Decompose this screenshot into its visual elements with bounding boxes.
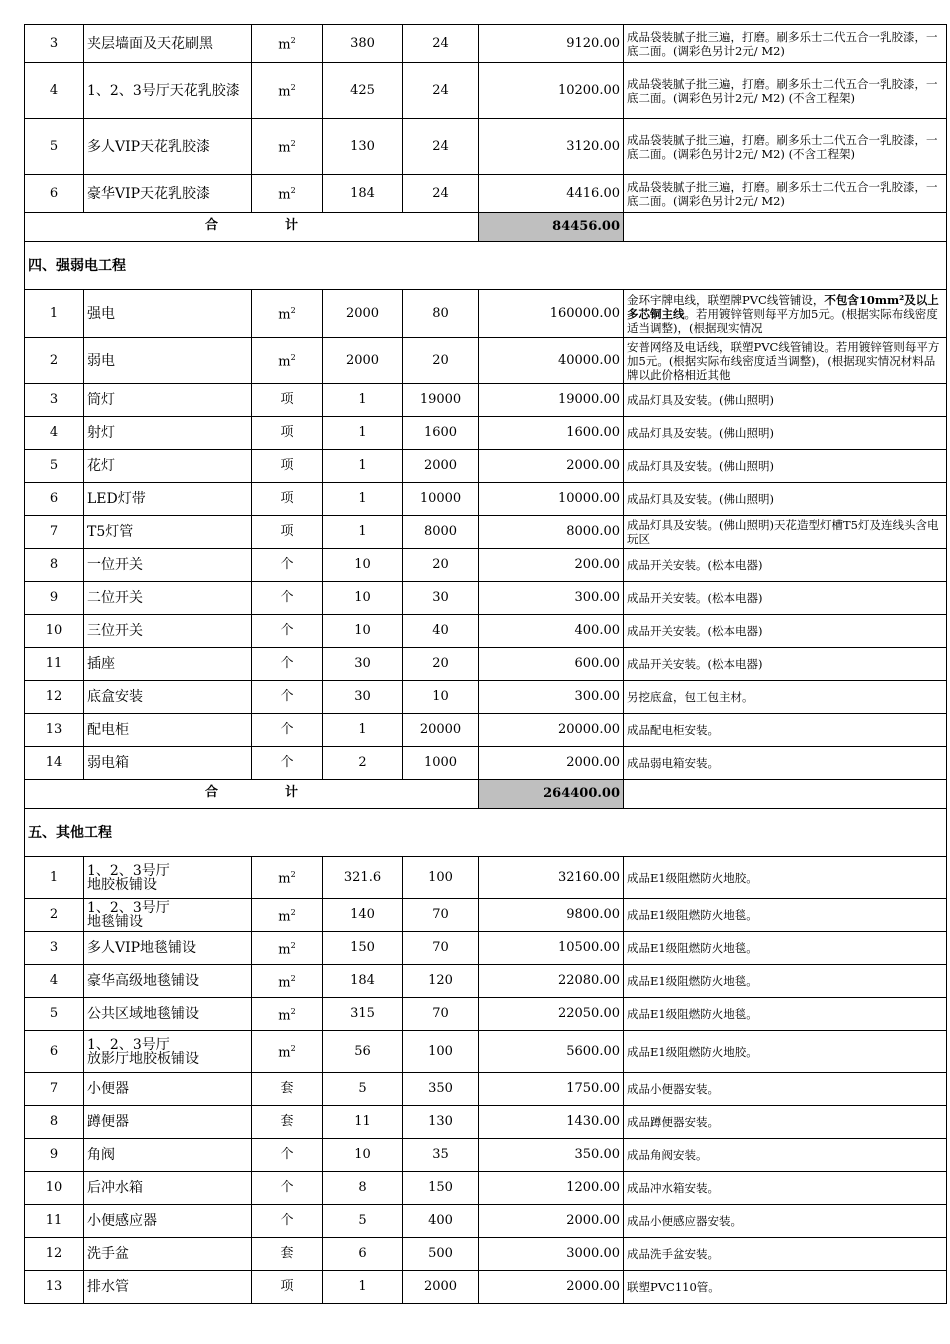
quantity: 5	[323, 1205, 403, 1238]
row-number: 4	[25, 63, 84, 119]
row-number: 2	[25, 338, 84, 384]
quantity: 10	[323, 615, 403, 648]
table-row	[25, 119, 947, 175]
unit-superscript: 2	[290, 1044, 296, 1054]
table-row	[25, 25, 947, 63]
quantity: 321.6	[323, 857, 403, 899]
amount: 350.00	[479, 1139, 624, 1172]
unit-price: 70	[403, 899, 479, 932]
unit-price: 8000	[403, 516, 479, 549]
row-number: 6	[25, 1031, 84, 1073]
unit: 个	[252, 648, 323, 681]
item-name: 1、2、3号厅 地胶板铺设	[84, 857, 252, 899]
remark: 成品E1级阻燃防火地毯。	[624, 899, 947, 932]
unit-superscript: 2	[290, 306, 296, 316]
unit: 项	[252, 384, 323, 417]
item-name: LED灯带	[84, 483, 252, 516]
row-number: 7	[25, 516, 84, 549]
unit-price: 80	[403, 290, 479, 338]
unit: 个	[252, 582, 323, 615]
unit: $m^2$	[252, 175, 323, 213]
quantity: 2000	[323, 290, 403, 338]
quantity: 30	[323, 681, 403, 714]
amount: 300.00	[479, 681, 624, 714]
amount: 2000.00	[479, 1205, 624, 1238]
row-number: 10	[25, 1172, 84, 1205]
quantity: 315	[323, 998, 403, 1031]
unit: 套	[252, 1106, 323, 1139]
table-row	[25, 175, 947, 213]
amount: 10500.00	[479, 932, 624, 965]
unit: 个	[252, 549, 323, 582]
subtotal-label-ji: 计	[285, 218, 299, 233]
quantity: 1	[323, 483, 403, 516]
item-name: 1、2、3号厅天花乳胶漆	[84, 63, 252, 119]
remark: 成品灯具及安装。(佛山照明)	[624, 450, 947, 483]
row-number: 10	[25, 615, 84, 648]
table-row	[25, 516, 947, 549]
table-row	[25, 998, 947, 1031]
subtotal-remark	[624, 213, 947, 242]
remark: 成品小便器安装。	[624, 1073, 947, 1106]
unit-price: 70	[403, 932, 479, 965]
unit-price: 24	[403, 175, 479, 213]
remark: 成品E1级阻燃防火地毯。	[624, 965, 947, 998]
unit-price: 100	[403, 857, 479, 899]
table-row	[25, 549, 947, 582]
item-name: 配电柜	[84, 714, 252, 747]
unit-price: 10	[403, 681, 479, 714]
section-header-row	[25, 809, 947, 857]
quantity: 380	[323, 25, 403, 63]
amount: 600.00	[479, 648, 624, 681]
item-name: 蹲便器	[84, 1106, 252, 1139]
remark: 成品E1级阻燃防火地毯。	[624, 998, 947, 1031]
table-row	[25, 899, 947, 932]
amount: 22050.00	[479, 998, 624, 1031]
unit-price: 24	[403, 63, 479, 119]
subtotal-amount: 264400.00	[479, 780, 624, 809]
item-name: 插座	[84, 648, 252, 681]
amount: 160000.00	[479, 290, 624, 338]
unit: 套	[252, 1073, 323, 1106]
item-name: 豪华VIP天花乳胶漆	[84, 175, 252, 213]
unit: 项	[252, 450, 323, 483]
quantity: 1	[323, 417, 403, 450]
item-name: 强电	[84, 290, 252, 338]
quantity: 6	[323, 1238, 403, 1271]
unit: $m^2$	[252, 338, 323, 384]
item-name: 射灯	[84, 417, 252, 450]
table-row	[25, 63, 947, 119]
quantity: 30	[323, 648, 403, 681]
row-number: 4	[25, 417, 84, 450]
amount: 9120.00	[479, 25, 624, 63]
row-number: 13	[25, 1271, 84, 1304]
unit-price: 400	[403, 1205, 479, 1238]
item-name: 角阀	[84, 1139, 252, 1172]
item-name: 小便器	[84, 1073, 252, 1106]
table-row	[25, 1271, 947, 1304]
remark: 成品袋装腻子批三遍，打磨。刷多乐士二代五合一乳胶漆，一底二面。(调彩色另计2元/ M2)	[624, 25, 947, 63]
amount: 19000.00	[479, 384, 624, 417]
unit-superscript: 2	[290, 940, 296, 950]
unit: $m^2$	[252, 932, 323, 965]
row-number: 5	[25, 119, 84, 175]
unit: 项	[252, 483, 323, 516]
table-row	[25, 450, 947, 483]
remark: 成品开关安装。(松本电器)	[624, 582, 947, 615]
unit-price: 1600	[403, 417, 479, 450]
row-number: 4	[25, 965, 84, 998]
amount: 8000.00	[479, 516, 624, 549]
amount: 32160.00	[479, 857, 624, 899]
unit: $m^2$	[252, 119, 323, 175]
table-row	[25, 1205, 947, 1238]
remark: 另挖底盒，包工包主材。	[624, 681, 947, 714]
quantity: 5	[323, 1073, 403, 1106]
row-number: 3	[25, 384, 84, 417]
table-row	[25, 1073, 947, 1106]
unit: $m^2$	[252, 965, 323, 998]
amount: 1200.00	[479, 1172, 624, 1205]
amount: 1750.00	[479, 1073, 624, 1106]
unit: 套	[252, 1238, 323, 1271]
item-name: 弱电	[84, 338, 252, 384]
row-number: 3	[25, 25, 84, 63]
quantity: 425	[323, 63, 403, 119]
quantity: 1	[323, 1271, 403, 1304]
quantity: 2000	[323, 338, 403, 384]
remark: 金环宇牌电线，联塑牌PVC线管铺设，不包含10mm²及以上多芯铜主线。若用镀锌管则每平方加5元。(根据实际布线密度适当调整)，(根据现实情况	[624, 290, 947, 338]
unit-price: 20000	[403, 714, 479, 747]
quantity: 11	[323, 1106, 403, 1139]
item-name: 底盒安装	[84, 681, 252, 714]
unit-price: 2000	[403, 450, 479, 483]
item-name: 小便感应器	[84, 1205, 252, 1238]
item-name: 后冲水箱	[84, 1172, 252, 1205]
quantity: 140	[323, 899, 403, 932]
amount: 200.00	[479, 549, 624, 582]
section-header-row	[25, 242, 947, 290]
amount: 2000.00	[479, 1271, 624, 1304]
unit-price: 100	[403, 1031, 479, 1073]
table-row	[25, 384, 947, 417]
table-row	[25, 1238, 947, 1271]
amount: 40000.00	[479, 338, 624, 384]
item-name: 三位开关	[84, 615, 252, 648]
unit: 个	[252, 747, 323, 780]
unit: $m^2$	[252, 998, 323, 1031]
section-title: 四、强弱电工程	[25, 242, 947, 290]
subtotal-label-he: 合	[205, 785, 219, 800]
quotation-table	[24, 24, 947, 1304]
amount: 20000.00	[479, 714, 624, 747]
table-row	[25, 681, 947, 714]
remark: 成品小便感应器安装。	[624, 1205, 947, 1238]
amount: 10200.00	[479, 63, 624, 119]
remark: 成品洗手盆安装。	[624, 1238, 947, 1271]
amount: 300.00	[479, 582, 624, 615]
row-number: 14	[25, 747, 84, 780]
amount: 2000.00	[479, 747, 624, 780]
subtotal-remark	[624, 780, 947, 809]
quantity: 10	[323, 1139, 403, 1172]
remark: 成品袋装腻子批三遍，打磨。刷多乐士二代五合一乳胶漆，一底二面。(调彩色另计2元/ M2)	[624, 175, 947, 213]
unit: 个	[252, 714, 323, 747]
subtotal-label	[25, 213, 479, 242]
item-name: 多人VIP天花乳胶漆	[84, 119, 252, 175]
unit-price: 150	[403, 1172, 479, 1205]
remark: 联塑PVC110管。	[624, 1271, 947, 1304]
remark: 成品E1级阻燃防火地胶。	[624, 1031, 947, 1073]
unit-price: 24	[403, 25, 479, 63]
amount: 2000.00	[479, 450, 624, 483]
quantity: 8	[323, 1172, 403, 1205]
quantity: 1	[323, 450, 403, 483]
quantity: 184	[323, 175, 403, 213]
unit-superscript: 2	[290, 870, 296, 880]
row-number: 3	[25, 932, 84, 965]
quantity: 2	[323, 747, 403, 780]
table-row	[25, 290, 947, 338]
unit: 个	[252, 1172, 323, 1205]
subtotal-label	[25, 780, 479, 809]
item-name: 公共区域地毯铺设	[84, 998, 252, 1031]
table-row	[25, 932, 947, 965]
amount: 1430.00	[479, 1106, 624, 1139]
row-number: 7	[25, 1073, 84, 1106]
item-name: T5灯管	[84, 516, 252, 549]
table-row	[25, 965, 947, 998]
amount: 3000.00	[479, 1238, 624, 1271]
unit-price: 20	[403, 338, 479, 384]
remark: 成品配电柜安装。	[624, 714, 947, 747]
item-name: 豪华高级地毯铺设	[84, 965, 252, 998]
quantity: 184	[323, 965, 403, 998]
unit-superscript: 2	[290, 1006, 296, 1016]
table-row	[25, 1172, 947, 1205]
remark: 成品E1级阻燃防火地胶。	[624, 857, 947, 899]
table-row	[25, 615, 947, 648]
amount: 22080.00	[479, 965, 624, 998]
row-number: 11	[25, 648, 84, 681]
item-name: 排水管	[84, 1271, 252, 1304]
item-name: 洗手盆	[84, 1238, 252, 1271]
remark: 成品冲水箱安装。	[624, 1172, 947, 1205]
unit-price: 30	[403, 582, 479, 615]
quantity: 1	[323, 516, 403, 549]
item-name: 一位开关	[84, 549, 252, 582]
subtotal-label-he: 合	[205, 218, 219, 233]
quantity: 56	[323, 1031, 403, 1073]
unit: $m^2$	[252, 63, 323, 119]
unit-price: 10000	[403, 483, 479, 516]
unit: $m^2$	[252, 899, 323, 932]
amount: 5600.00	[479, 1031, 624, 1073]
amount: 3120.00	[479, 119, 624, 175]
item-name: 二位开关	[84, 582, 252, 615]
table-row	[25, 648, 947, 681]
quantity: 10	[323, 549, 403, 582]
unit-price: 35	[403, 1139, 479, 1172]
item-name: 筒灯	[84, 384, 252, 417]
remark: 成品灯具及安装。(佛山照明)	[624, 417, 947, 450]
unit: 项	[252, 1271, 323, 1304]
subtotal-row	[25, 213, 947, 242]
unit-superscript: 2	[290, 36, 296, 46]
unit: 个	[252, 615, 323, 648]
remark: 成品灯具及安装。(佛山照明)	[624, 483, 947, 516]
subtotal-label-ji: 计	[285, 785, 299, 800]
unit: $m^2$	[252, 290, 323, 338]
item-name: 多人VIP地毯铺设	[84, 932, 252, 965]
remark: 安普网络及电话线，联塑PVC线管铺设。若用镀锌管则每平方加5元。(根据实际布线密度适当调整)，(根据现实情况材料品牌以此价格相近其他	[624, 338, 947, 384]
row-number: 5	[25, 450, 84, 483]
unit-price: 120	[403, 965, 479, 998]
subtotal-amount: 84456.00	[479, 213, 624, 242]
subtotal-row	[25, 780, 947, 809]
table-row	[25, 857, 947, 899]
amount: 1600.00	[479, 417, 624, 450]
table-row	[25, 747, 947, 780]
row-number: 8	[25, 549, 84, 582]
row-number: 9	[25, 582, 84, 615]
unit-price: 40	[403, 615, 479, 648]
row-number: 12	[25, 681, 84, 714]
unit-superscript: 2	[290, 973, 296, 983]
remark: 成品E1级阻燃防火地毯。	[624, 932, 947, 965]
item-name: 1、2、3号厅 放影厅地胶板铺设	[84, 1031, 252, 1073]
remark: 成品角阀安装。	[624, 1139, 947, 1172]
quantity: 10	[323, 582, 403, 615]
unit-price: 24	[403, 119, 479, 175]
row-number: 8	[25, 1106, 84, 1139]
item-name: 花灯	[84, 450, 252, 483]
unit-superscript: 2	[290, 353, 296, 363]
unit: $m^2$	[252, 1031, 323, 1073]
unit-superscript: 2	[290, 186, 296, 196]
row-number: 2	[25, 899, 84, 932]
amount: 400.00	[479, 615, 624, 648]
unit-price: 350	[403, 1073, 479, 1106]
unit-price: 1000	[403, 747, 479, 780]
unit-price: 19000	[403, 384, 479, 417]
remark: 成品蹲便器安装。	[624, 1106, 947, 1139]
row-number: 6	[25, 483, 84, 516]
remark: 成品袋装腻子批三遍，打磨。刷多乐士二代五合一乳胶漆，一底二面。(调彩色另计2元/ M2) (不含工程架)	[624, 119, 947, 175]
row-number: 5	[25, 998, 84, 1031]
remark: 成品弱电箱安装。	[624, 747, 947, 780]
unit: $m^2$	[252, 25, 323, 63]
unit-price: 70	[403, 998, 479, 1031]
quantity: 150	[323, 932, 403, 965]
table-row	[25, 1106, 947, 1139]
unit: 个	[252, 1139, 323, 1172]
quantity: 1	[323, 714, 403, 747]
row-number: 12	[25, 1238, 84, 1271]
unit: 项	[252, 516, 323, 549]
table-row	[25, 714, 947, 747]
row-number: 9	[25, 1139, 84, 1172]
table-row	[25, 1031, 947, 1073]
remark: 成品袋装腻子批三遍，打磨。刷多乐士二代五合一乳胶漆，一底二面。(调彩色另计2元/ M2) (不含工程架)	[624, 63, 947, 119]
row-number: 6	[25, 175, 84, 213]
remark: 成品开关安装。(松本电器)	[624, 648, 947, 681]
table-row	[25, 483, 947, 516]
table-row	[25, 1139, 947, 1172]
quantity: 130	[323, 119, 403, 175]
row-number: 11	[25, 1205, 84, 1238]
unit-superscript: 2	[290, 139, 296, 149]
unit: 项	[252, 417, 323, 450]
row-number: 13	[25, 714, 84, 747]
amount: 10000.00	[479, 483, 624, 516]
unit-price: 20	[403, 549, 479, 582]
unit-price: 20	[403, 648, 479, 681]
unit-price: 2000	[403, 1271, 479, 1304]
quantity: 1	[323, 384, 403, 417]
item-name: 夹层墙面及天花刷黑	[84, 25, 252, 63]
item-name: 1、2、3号厅 地毯铺设	[84, 899, 252, 932]
unit: 个	[252, 681, 323, 714]
unit-superscript: 2	[290, 83, 296, 93]
unit-superscript: 2	[290, 907, 296, 917]
amount: 4416.00	[479, 175, 624, 213]
unit: 个	[252, 1205, 323, 1238]
unit-price: 130	[403, 1106, 479, 1139]
remark: 成品开关安装。(松本电器)	[624, 615, 947, 648]
unit-price: 500	[403, 1238, 479, 1271]
amount: 9800.00	[479, 899, 624, 932]
row-number: 1	[25, 290, 84, 338]
remark: 成品灯具及安装。(佛山照明)天花造型灯槽T5灯及连线头含电玩区	[624, 516, 947, 549]
section-title: 五、其他工程	[25, 809, 947, 857]
table-row	[25, 582, 947, 615]
row-number: 1	[25, 857, 84, 899]
table-row	[25, 338, 947, 384]
item-name: 弱电箱	[84, 747, 252, 780]
unit: $m^2$	[252, 857, 323, 899]
remark: 成品灯具及安装。(佛山照明)	[624, 384, 947, 417]
remark: 成品开关安装。(松本电器)	[624, 549, 947, 582]
table-row	[25, 417, 947, 450]
